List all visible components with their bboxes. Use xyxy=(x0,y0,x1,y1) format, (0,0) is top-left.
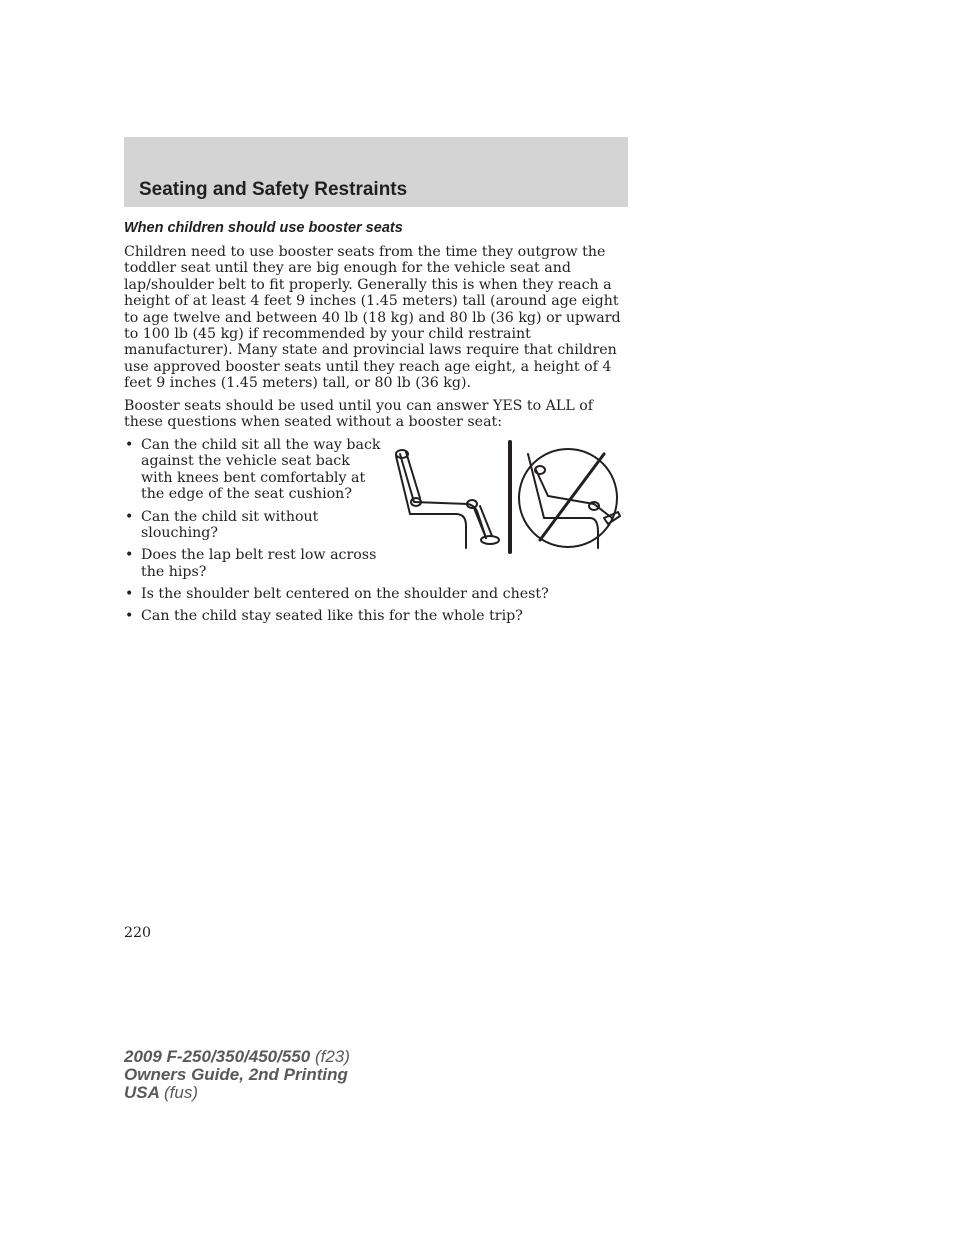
list-item: • Can the child sit without slouching? xyxy=(124,509,384,542)
section-header-band xyxy=(124,137,628,207)
footer-edition: Owners Guide, 2nd Printing xyxy=(124,1065,348,1084)
list-item: • Can the child sit all the way back against the vehicle seat back with knees bent comfortably at the edge of the seat cushion? xyxy=(124,437,384,503)
page-number: 220 xyxy=(124,925,152,941)
footer-market: USA xyxy=(124,1083,160,1102)
list-item: • Can the child stay seated like this for the whole trip? xyxy=(124,608,624,624)
paragraph-booster-usage: Children need to use booster seats from the time they outgrow the toddler seat until they are big enough for the vehicle seat and lap/shoulder belt to fit properly. Generally this is when they reach a height of at least 4 feet 9 inches (1.45 meters) tall (around age eight to age twelve and between 40 lb (18 kg) and 80 lb (36 kg) or upward to 100 lb (45 kg) if recommended by your child restraint manufacturer). Many state and provincial laws require that children use approved booster seats until they reach age eight, a height of 4 feet 9 inches (1.45 meters) tall, or 80 lb (36 kg). xyxy=(124,244,621,392)
footer-model: 2009 F-250/350/450/550 xyxy=(124,1047,311,1066)
question-list-top xyxy=(124,437,384,586)
footer-market-code: (fus) xyxy=(164,1083,198,1102)
footer-model-code: (f23) xyxy=(314,1047,350,1066)
document-footer xyxy=(124,1048,350,1102)
question-list-bottom xyxy=(124,586,624,631)
paragraph-questions-intro: Booster seats should be used until you can answer YES to ALL of these questions when seated without a booster seat: xyxy=(124,398,594,431)
list-item: • Does the lap belt rest low across the hips? xyxy=(124,547,384,580)
section-title: Seating and Safety Restraints xyxy=(139,179,408,200)
footer-market-line xyxy=(124,1084,350,1102)
list-item: • Is the shoulder belt centered on the shoulder and chest? xyxy=(124,586,624,602)
booster-seat-illustration xyxy=(390,440,630,556)
subheading: When children should use booster seats xyxy=(124,220,403,236)
footer-model-line xyxy=(124,1048,350,1066)
seated-child-comparison-icon xyxy=(390,440,630,556)
